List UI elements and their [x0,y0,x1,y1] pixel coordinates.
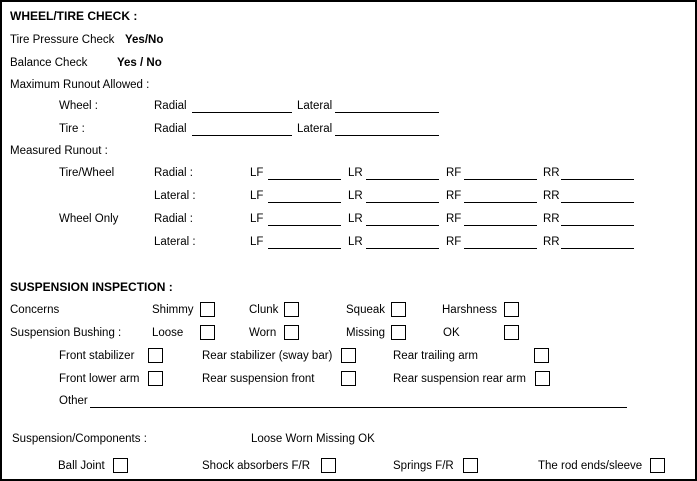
position-label-lf: LF [250,236,264,248]
checkbox-springs[interactable] [463,458,478,473]
fill-line-tw-radial-lf[interactable] [268,179,341,180]
concerns-label: Concerns [10,304,60,316]
checkbox-harshness[interactable] [504,302,519,317]
lateral-label: Lateral [297,123,333,135]
bushing-label: Suspension Bushing : [10,327,122,339]
fill-line-tw-radial-rf[interactable] [464,179,537,180]
max-runout-wheel-label: Wheel : [59,100,98,112]
position-label-lr: LR [348,190,363,202]
fill-line-wo-radial-rf[interactable] [464,225,537,226]
lateral-label: Lateral : [154,190,196,202]
bushing-worn-label: Worn [249,327,277,339]
position-label-lf: LF [250,190,264,202]
concern-shimmy-label: Shimmy [152,304,194,316]
radial-label: Radial : [154,167,193,179]
tire-pressure-value: Yes/No [125,34,164,46]
checkbox-shimmy[interactable] [200,302,215,317]
checkbox-bushing-ok[interactable] [504,325,519,340]
max-runout-heading: Maximum Runout Allowed : [10,79,150,91]
other-label: Other [59,395,88,407]
rear-suspension-rear-arm-label: Rear suspension rear arm [393,373,526,385]
ball-joint-label: Ball Joint [58,460,105,472]
checkbox-rod-ends-sleeve[interactable] [650,458,665,473]
fill-line-tw-radial-lr[interactable] [366,179,439,180]
checkbox-ball-joint[interactable] [113,458,128,473]
fill-line-tw-lateral-lf[interactable] [268,202,341,203]
checkbox-squeak[interactable] [391,302,406,317]
lateral-label: Lateral [297,100,333,112]
shock-absorbers-label: Shock absorbers F/R [202,460,311,472]
front-lower-arm-label: Front lower arm [59,373,140,385]
position-label-lr: LR [348,213,363,225]
checkbox-bushing-worn[interactable] [284,325,299,340]
bushing-loose-label: Loose [152,327,184,339]
checkbox-rear-stabilizer[interactable] [341,348,356,363]
position-label-rf: RF [446,190,462,202]
section-title-wheel-tire: WHEEL/TIRE CHECK : [10,9,138,23]
position-label-lr: LR [348,236,363,248]
radial-label: Radial : [154,213,193,225]
fill-line-wo-radial-lf[interactable] [268,225,341,226]
bushing-ok-label: OK [443,327,460,339]
checkbox-rear-suspension-rear-arm[interactable] [535,371,550,386]
rear-suspension-front-label: Rear suspension front [202,373,315,385]
fill-line-tw-lateral-rf[interactable] [464,202,537,203]
front-stabilizer-label: Front stabilizer [59,350,135,362]
radial-label: Radial [154,100,187,112]
bushing-missing-label: Missing [346,327,385,339]
fill-line-wo-lateral-lr[interactable] [366,248,439,249]
checkbox-front-stabilizer[interactable] [148,348,163,363]
position-label-rf: RF [446,236,462,248]
components-heading: Suspension/Components : [12,433,147,445]
fill-line-wo-lateral-rf[interactable] [464,248,537,249]
fill-line-tw-radial-rr[interactable] [561,179,634,180]
position-label-rr: RR [543,167,560,179]
rear-stabilizer-label: Rear stabilizer (sway bar) [202,350,333,362]
fill-line-wo-lateral-rr[interactable] [561,248,634,249]
concern-squeak-label: Squeak [346,304,386,316]
fill-line-tire-radial[interactable] [192,135,292,136]
fill-line-tw-lateral-rr[interactable] [561,202,634,203]
fill-line-wo-lateral-lf[interactable] [268,248,341,249]
balance-check-value: Yes / No [117,57,162,69]
fill-line-wheel-lateral[interactable] [335,112,439,113]
position-label-rr: RR [543,190,560,202]
position-label-rf: RF [446,167,462,179]
position-label-rr: RR [543,236,560,248]
springs-label: Springs F/R [393,460,454,472]
fill-line-wo-radial-rr[interactable] [561,225,634,226]
lateral-label: Lateral : [154,236,196,248]
position-label-lr: LR [348,167,363,179]
checkbox-front-lower-arm[interactable] [148,371,163,386]
position-label-lf: LF [250,213,264,225]
fill-line-wheel-radial[interactable] [192,112,292,113]
checkbox-rear-suspension-front[interactable] [341,371,356,386]
checkbox-shock-absorbers[interactable] [321,458,336,473]
group-wheel-only-label: Wheel Only [59,213,119,225]
position-label-rr: RR [543,213,560,225]
max-runout-tire-label: Tire : [59,123,85,135]
fill-line-tw-lateral-lr[interactable] [366,202,439,203]
concern-clunk-label: Clunk [249,304,279,316]
checkbox-bushing-missing[interactable] [391,325,406,340]
group-tire-wheel-label: Tire/Wheel [59,167,115,179]
checkbox-clunk[interactable] [284,302,299,317]
radial-label: Radial [154,123,187,135]
balance-check-label: Balance Check [10,57,88,69]
checkbox-rear-trailing-arm[interactable] [534,348,549,363]
position-label-lf: LF [250,167,264,179]
concern-harshness-label: Harshness [442,304,497,316]
position-label-rf: RF [446,213,462,225]
fill-line-wo-radial-lr[interactable] [366,225,439,226]
rear-trailing-arm-label: Rear trailing arm [393,350,478,362]
rod-ends-sleeve-label: The rod ends/sleeve [538,460,643,472]
measured-runout-heading: Measured Runout : [10,145,108,157]
section-title-suspension: SUSPENSION INSPECTION : [10,280,173,294]
tire-pressure-label: Tire Pressure Check [10,34,115,46]
fill-line-tire-lateral[interactable] [335,135,439,136]
checkbox-bushing-loose[interactable] [200,325,215,340]
fill-line-other[interactable] [90,407,627,408]
components-legend: Loose Worn Missing OK [251,433,375,445]
